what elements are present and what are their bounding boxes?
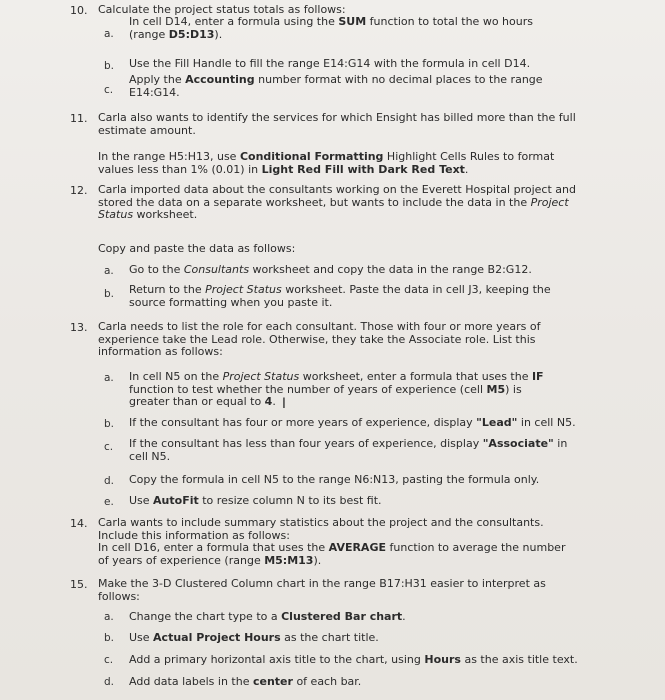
sub-text: Return to the Project Status worksheet. Paste the data in cell J3, keeping the source formatting when you paste it.	[129, 283, 551, 309]
sub-letter: b.	[104, 288, 115, 300]
item-text: Make the 3-D Clustered Column chart in the range B17:H31 easier to interpret as follows:	[98, 577, 546, 603]
sub-text: Change the chart type to a Clustered Bar chart.	[129, 610, 406, 623]
sub-text: Add a primary horizontal axis title to the chart, using Hours as the axis title text.	[129, 653, 578, 666]
item-number: 10.	[70, 4, 88, 17]
sub-letter: d.	[104, 676, 115, 688]
sub-text: Add data labels in the center of each bar.	[129, 675, 362, 688]
sub-text: In cell N5 on the Project Status worksheet, enter a formula that uses the IF function to test whether the number of years of experience (cell M5) is greater than or equal to 4. I	[129, 370, 544, 412]
item-text: Calculate the project status totals as follows:	[98, 3, 346, 16]
item-text: Carla also wants to identify the services for which Ensight has billed more than the full estimate amount.	[98, 111, 576, 137]
item-text: In the range H5:H13, use Conditional Formatting Highlight Cells Rules to format values less than 1% (0.01) in Light Red Fill with Dark Red Text.	[98, 150, 555, 176]
sub-letter: a.	[104, 372, 114, 384]
item-number: 11.	[70, 112, 88, 125]
sub-text: Use AutoFit to resize column N to its best fit.	[129, 494, 382, 507]
item-text: Carla wants to include summary statistics about the project and the consultants. Include this information as follows: In cell D16, enter a formula that uses the AVERAGE function to average the number of years of experience (range M5:M13).	[98, 516, 566, 567]
item-number: 15.	[70, 578, 88, 591]
sub-text: Use the Fill Handle to fill the range E14:G14 with the formula in cell D14.	[129, 57, 531, 70]
item-number: 13.	[70, 321, 88, 334]
sub-letter: c.	[104, 84, 114, 96]
sub-letter: b.	[104, 632, 115, 644]
sub-text: Copy the formula in cell N5 to the range N6:N13, pasting the formula only.	[129, 473, 540, 486]
item-number: 12.	[70, 184, 88, 197]
sub-text: Use Actual Project Hours as the chart title.	[129, 631, 379, 644]
sub-letter: d.	[104, 475, 115, 487]
sub-text: Apply the Accounting number format with no decimal places to the range E14:G14.	[129, 73, 543, 99]
item-text: Carla needs to list the role for each consultant. Those with four or more years of experience take the Lead role. Otherwise, they take the Associate role. List this information as follows:	[98, 320, 541, 358]
sub-letter: c.	[104, 654, 114, 666]
item-number: 14.	[70, 517, 88, 530]
sub-letter: b.	[104, 60, 115, 72]
sub-letter: a.	[104, 611, 114, 623]
sub-letter: c.	[104, 441, 114, 453]
text-cursor-icon: I	[281, 396, 286, 412]
sub-text: Go to the Consultants worksheet and copy the data in the range B2:G12.	[129, 263, 532, 276]
item-text: Carla imported data about the consultants working on the Everett Hospital project and stored the data on a separate worksheet, but wants to include the data in the Project Status worksheet.	[98, 183, 576, 221]
sub-text: In cell D14, enter a formula using the SUM function to total the wo hours (range D5:D13).	[129, 15, 533, 41]
sub-text: If the consultant has less than four years of experience, display "Associate" in cell N5.	[129, 437, 568, 463]
sub-text: If the consultant has four or more years of experience, display "Lead" in cell N5.	[129, 416, 576, 429]
sub-letter: a.	[104, 28, 114, 40]
sub-letter: e.	[104, 496, 114, 508]
item-text: Copy and paste the data as follows:	[98, 242, 296, 255]
sub-letter: b.	[104, 418, 115, 430]
sub-letter: a.	[104, 265, 114, 277]
